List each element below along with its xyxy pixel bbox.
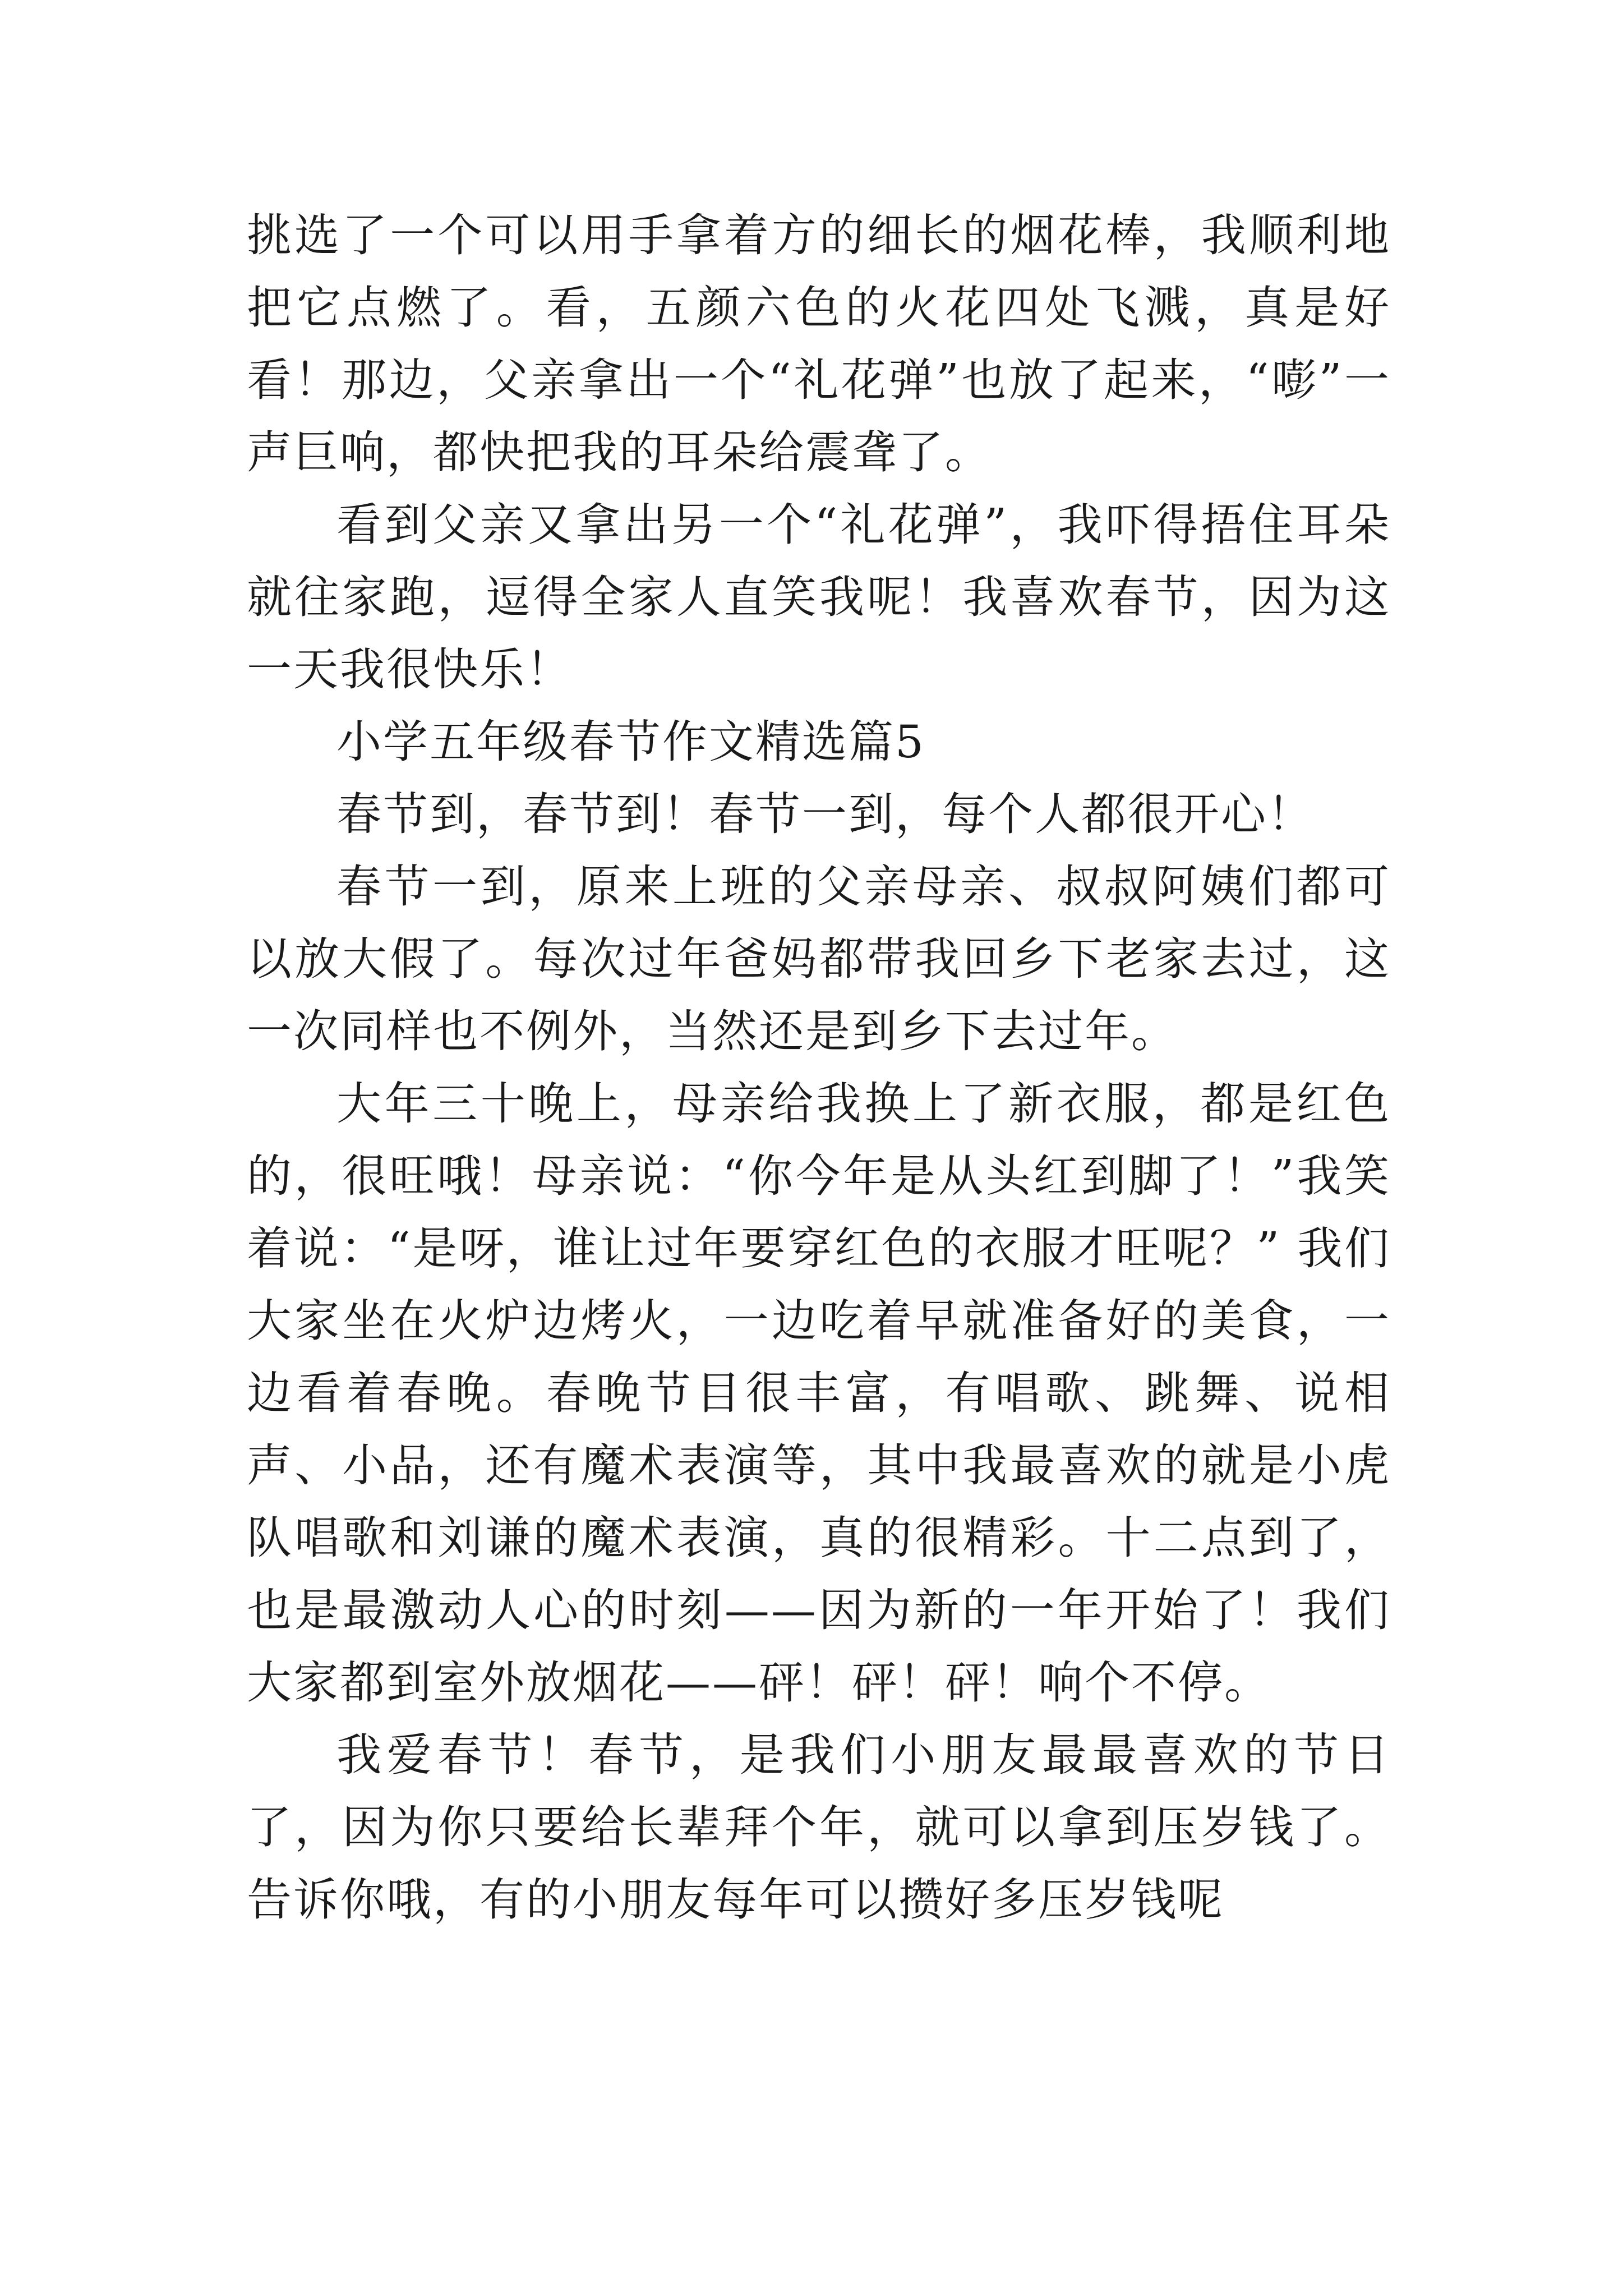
- paragraph: 大年三十晚上，母亲给我换上了新衣服，都是红色的，很旺哦！母亲说：“你今年是从头红到脚了！”我笑着说：“是呀，谁让过年要穿红色的衣服才旺呢？” 我们大家坐在火炉边烤火，一边吃着早就准备好的美食，一边看着春晚。春晚节目很丰富，有唱歌、跳舞、说相声、小品，还有魔术表演等，其中我最喜欢的就是小虎队唱歌和刘谦的魔术表演，真的很精彩。十二点到了，也是最激动人心的时刻——因为新的一年开始了！我们大家都到室外放烟花——砰！砰！砰！响个不停。: [247, 1078, 1391, 1709]
- document-body: [247, 199, 1391, 1936]
- paragraph: 我爱春节！春节，是我们小朋友最最喜欢的节日了，因为你只要给长辈拜个年，就可以拿到压岁钱了。告诉你哦，有的小朋友每年可以攒好多压岁钱呢: [247, 1729, 1391, 1926]
- paragraph: 看到父亲又拿出另一个“礼花弹”，我吓得捂住耳朵就往家跑，逗得全家人直笑我呢！我喜欢春节，因为这一天我很快乐！: [247, 499, 1391, 696]
- paragraph-continued: 挑选了一个可以用手拿着方的细长的烟花棒，我顺利地把它点燃了。看，五颜六色的火花四处飞溅，真是好看！那边，父亲拿出一个“礼花弹”也放了起来，“嘭”一声巨响，都快把我的耳朵给震聋了。: [247, 209, 1391, 478]
- paragraph: 春节一到，原来上班的父亲母亲、叔叔阿姨们都可以放大假了。每次过年爸妈都带我回乡下老家去过，这一次同样也不例外，当然还是到乡下去过年。: [247, 861, 1391, 1057]
- section-title: 小学五年级春节作文精选篇5: [336, 716, 925, 768]
- paragraph: 春节到，春节到！春节一到，每个人都很开心！: [336, 788, 1314, 840]
